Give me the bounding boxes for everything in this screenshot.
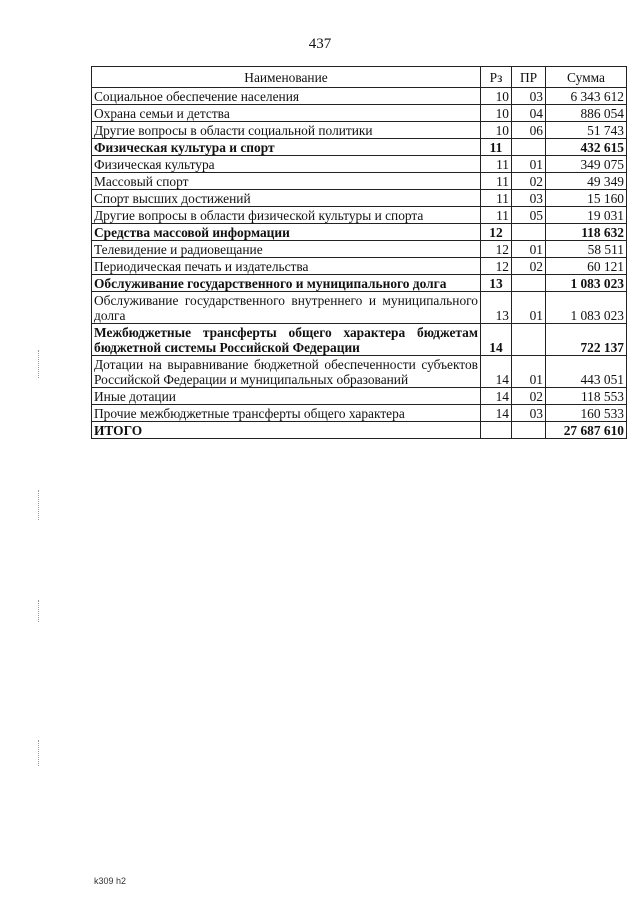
row-rz: 10 bbox=[481, 105, 512, 122]
row-sum: 722 137 bbox=[546, 324, 627, 356]
table-row bbox=[92, 156, 627, 173]
row-name: Другие вопросы в области социальной политики bbox=[92, 122, 481, 139]
row-name: Средства массовой информации bbox=[92, 224, 481, 241]
table-row bbox=[92, 105, 627, 122]
row-sum: 58 511 bbox=[546, 241, 627, 258]
row-name: Прочие межбюджетные трансферты общего характера bbox=[92, 405, 481, 422]
table-row bbox=[92, 207, 627, 224]
row-rz: 10 bbox=[481, 88, 512, 105]
row-pr: 03 bbox=[512, 405, 546, 422]
row-pr bbox=[512, 224, 546, 241]
row-name: Иные дотации bbox=[92, 388, 481, 405]
row-name: Периодическая печать и издательства bbox=[92, 258, 481, 275]
row-sum: 349 075 bbox=[546, 156, 627, 173]
row-pr: 02 bbox=[512, 388, 546, 405]
total-sum: 27 687 610 bbox=[546, 422, 627, 439]
row-name: Спорт высших достижений bbox=[92, 190, 481, 207]
table-row bbox=[92, 405, 627, 422]
row-pr: 03 bbox=[512, 190, 546, 207]
row-name: Обслуживание государственного и муниципального долга bbox=[92, 275, 481, 292]
row-sum: 51 743 bbox=[546, 122, 627, 139]
row-pr: 01 bbox=[512, 356, 546, 388]
row-name: Другие вопросы в области физической культуры и спорта bbox=[92, 207, 481, 224]
row-rz: 12 bbox=[481, 258, 512, 275]
table-row-section bbox=[92, 139, 627, 156]
row-sum: 118 553 bbox=[546, 388, 627, 405]
row-rz: 14 bbox=[481, 324, 512, 356]
row-pr: 01 bbox=[512, 241, 546, 258]
row-rz: 12 bbox=[481, 224, 512, 241]
row-name: Охрана семьи и детства bbox=[92, 105, 481, 122]
row-name: Телевидение и радиовещание bbox=[92, 241, 481, 258]
row-rz: 13 bbox=[481, 275, 512, 292]
table-body bbox=[92, 88, 627, 439]
table-row bbox=[92, 241, 627, 258]
column-header-name: Наименование bbox=[92, 67, 481, 88]
row-rz: 10 bbox=[481, 122, 512, 139]
row-sum: 15 160 bbox=[546, 190, 627, 207]
row-pr: 01 bbox=[512, 156, 546, 173]
row-name: Физическая культура и спорт bbox=[92, 139, 481, 156]
row-pr: 02 bbox=[512, 258, 546, 275]
row-rz: 12 bbox=[481, 241, 512, 258]
row-pr bbox=[512, 324, 546, 356]
row-pr bbox=[512, 139, 546, 156]
row-sum: 118 632 bbox=[546, 224, 627, 241]
row-rz: 14 bbox=[481, 356, 512, 388]
row-pr: 02 bbox=[512, 173, 546, 190]
row-rz: 11 bbox=[481, 139, 512, 156]
row-sum: 6 343 612 bbox=[546, 88, 627, 105]
row-name: Обслуживание государственного внутреннего и муниципального долга bbox=[92, 292, 481, 324]
row-name: Физическая культура bbox=[92, 156, 481, 173]
column-header-sum: Сумма bbox=[546, 67, 627, 88]
table-row bbox=[92, 356, 627, 388]
row-sum: 1 083 023 bbox=[546, 275, 627, 292]
table-row bbox=[92, 88, 627, 105]
column-header-rz: Рз bbox=[481, 67, 512, 88]
table-row bbox=[92, 258, 627, 275]
table-row-section bbox=[92, 324, 627, 356]
table-row bbox=[92, 122, 627, 139]
margin-punch-marks bbox=[38, 740, 41, 766]
row-pr: 05 bbox=[512, 207, 546, 224]
row-sum: 886 054 bbox=[546, 105, 627, 122]
footer-code: k309 h2 bbox=[94, 876, 127, 886]
row-rz: 11 bbox=[481, 207, 512, 224]
row-rz: 11 bbox=[481, 190, 512, 207]
row-rz: 14 bbox=[481, 388, 512, 405]
row-pr bbox=[512, 275, 546, 292]
table-row-section bbox=[92, 224, 627, 241]
total-pr bbox=[512, 422, 546, 439]
page-number: 437 bbox=[308, 36, 332, 52]
table-row bbox=[92, 292, 627, 324]
total-label: ИТОГО bbox=[92, 422, 481, 439]
row-sum: 19 031 bbox=[546, 207, 627, 224]
table-row-section bbox=[92, 275, 627, 292]
table-row bbox=[92, 173, 627, 190]
total-rz bbox=[481, 422, 512, 439]
row-sum: 432 615 bbox=[546, 139, 627, 156]
row-pr: 03 bbox=[512, 88, 546, 105]
margin-punch-marks bbox=[38, 350, 41, 378]
row-name: Массовый спорт bbox=[92, 173, 481, 190]
margin-punch-marks bbox=[38, 490, 41, 520]
row-name: Межбюджетные трансферты общего характера бюджетам бюджетной системы Российской Федерации bbox=[92, 324, 481, 356]
row-pr: 01 bbox=[512, 292, 546, 324]
row-sum: 443 051 bbox=[546, 356, 627, 388]
table-row bbox=[92, 388, 627, 405]
row-sum: 1 083 023 bbox=[546, 292, 627, 324]
budget-table bbox=[91, 66, 627, 439]
row-sum: 49 349 bbox=[546, 173, 627, 190]
row-sum: 60 121 bbox=[546, 258, 627, 275]
row-pr: 04 bbox=[512, 105, 546, 122]
table-row bbox=[92, 190, 627, 207]
row-rz: 11 bbox=[481, 156, 512, 173]
row-pr: 06 bbox=[512, 122, 546, 139]
row-sum: 160 533 bbox=[546, 405, 627, 422]
table-header-row bbox=[92, 67, 627, 88]
column-header-pr: ПР bbox=[512, 67, 546, 88]
row-name: Дотации на выравнивание бюджетной обеспеченности субъектов Российской Федерации и муниципальных образований bbox=[92, 356, 481, 388]
row-rz: 13 bbox=[481, 292, 512, 324]
table-row-total bbox=[92, 422, 627, 439]
row-name: Социальное обеспечение населения bbox=[92, 88, 481, 105]
margin-punch-marks bbox=[38, 600, 41, 622]
row-rz: 14 bbox=[481, 405, 512, 422]
row-rz: 11 bbox=[481, 173, 512, 190]
